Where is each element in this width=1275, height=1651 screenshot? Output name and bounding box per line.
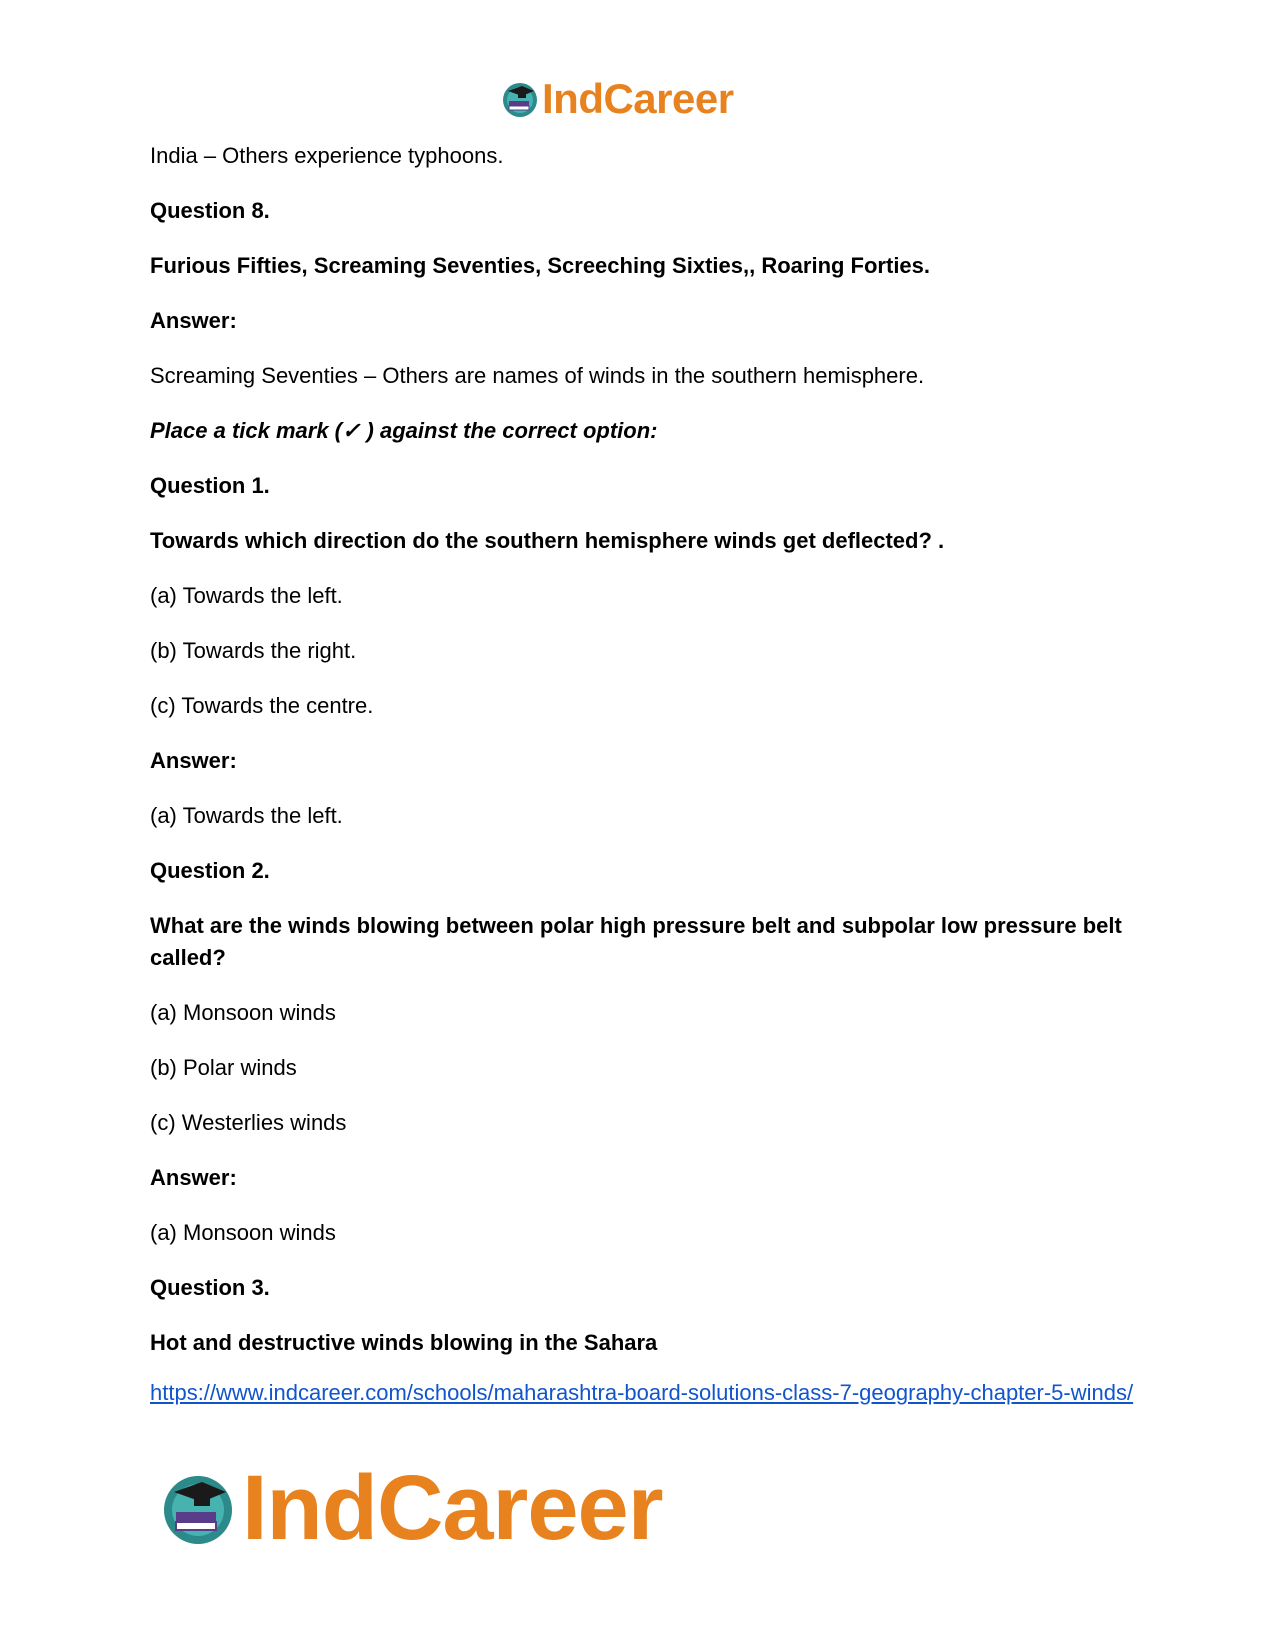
answer-label: Answer: — [150, 748, 237, 773]
body-text: Screaming Seventies – Others are names of winds in the southern hemisphere. — [150, 363, 925, 388]
option-text: (c) Towards the centre. — [150, 693, 374, 718]
question-text: Towards which direction do the southern hemisphere winds get deflected? . — [150, 528, 945, 553]
logo-wordmark: IndCareer — [242, 1457, 663, 1559]
logo-wordmark: IndCareer — [542, 75, 734, 122]
option-text: (a) Towards the left. — [150, 803, 343, 828]
section-heading: Place a tick mark (✓ ) against the correct option: — [150, 418, 658, 443]
option-text: (b) Polar winds — [150, 1055, 297, 1080]
question-text: Hot and destructive winds blowing in the Sahara — [150, 1330, 658, 1355]
question-number: Question 2. — [150, 858, 270, 883]
graduation-book-icon — [158, 1468, 238, 1548]
option-text: (c) Westerlies winds — [150, 1110, 347, 1135]
answer-label: Answer: — [150, 308, 237, 333]
question-number: Question 1. — [150, 473, 270, 498]
option-text: (a) Monsoon winds — [150, 1000, 336, 1025]
source-url-link[interactable]: https://www.indcareer.com/schools/maharashtra-board-solutions-class-7-geography-chapter-5-winds/ — [150, 1380, 1134, 1405]
graduation-book-icon — [500, 79, 540, 119]
header-logo — [500, 75, 734, 122]
body-text: India – Others experience typhoons. — [150, 143, 504, 168]
answer-label: Answer: — [150, 1165, 237, 1190]
option-text: (a) Towards the left. — [150, 583, 343, 608]
footer-logo — [158, 1457, 663, 1559]
question-number: Question 3. — [150, 1275, 270, 1300]
document-body — [150, 140, 1140, 1382]
question-number: Question 8. — [150, 198, 270, 223]
question-text: What are the winds blowing between polar high pressure belt and subpolar low pressure belt called? — [150, 913, 1122, 970]
option-text: (a) Monsoon winds — [150, 1220, 336, 1245]
option-text: (b) Towards the right. — [150, 638, 357, 663]
question-text: Furious Fifties, Screaming Seventies, Screeching Sixties,, Roaring Forties. — [150, 253, 931, 278]
